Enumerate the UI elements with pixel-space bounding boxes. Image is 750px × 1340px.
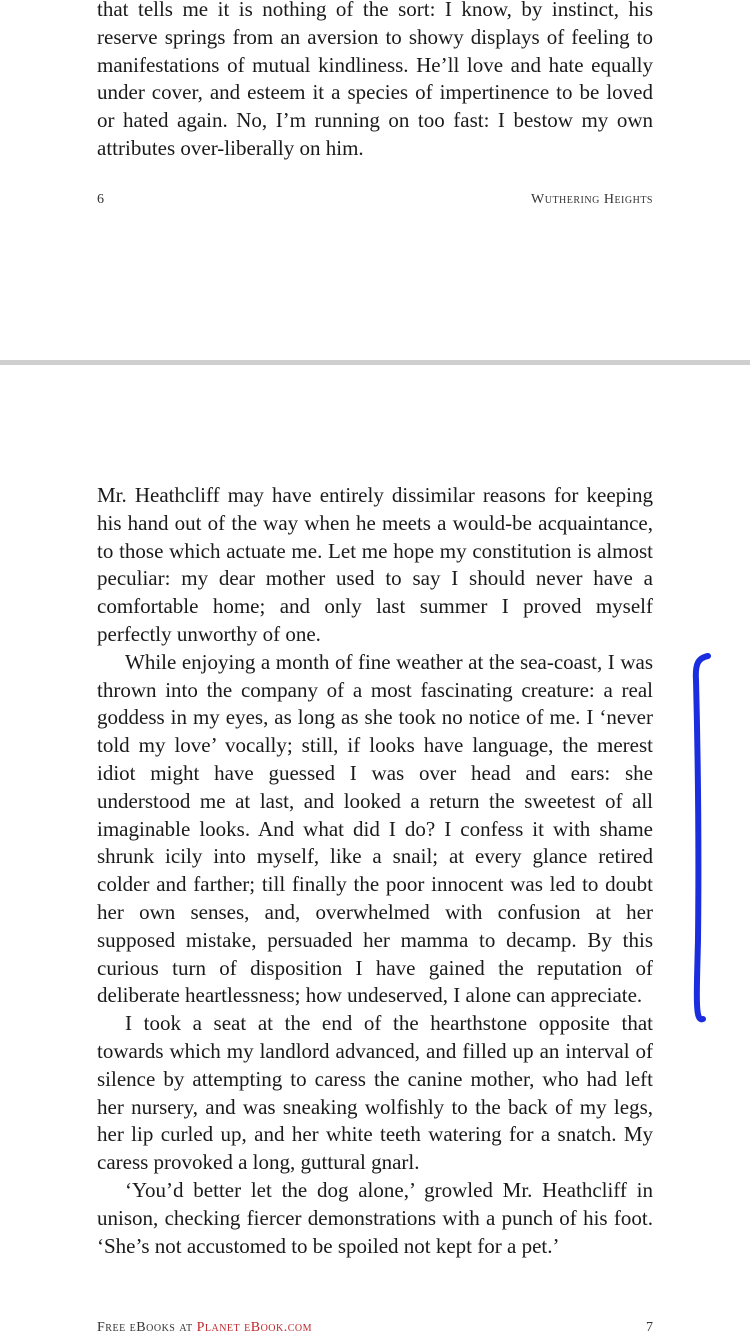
current-page bbox=[0, 365, 750, 1334]
paragraph: Mr. Heathcliff may have entirely dissimilar reasons for keeping his hand out of the way when he meets a would-be acquaintance, to those which actuate me. Let me hope my constitution is almost peculiar: my dear mother used to say I should never have a comfortable home; and only last summer I proved myself perfectly unworthy of one. bbox=[97, 483, 653, 646]
planet-ebook-link[interactable]: Planet eBook.com bbox=[196, 1320, 313, 1335]
book-title: Wuthering Heights bbox=[531, 192, 653, 207]
previous-page bbox=[0, 0, 750, 360]
paragraph: that tells me it is nothing of the sort: I know, by instinct, his reserve springs from an aversion to showy displays of feeling to manifestations of mutual kindliness. He’ll love and hate equally under cover, and esteem it a species of impertinence to be loved or hated again. No, I’m running on too fast: I bestow my own attributes over-liberally on him. bbox=[97, 0, 653, 160]
page-number: 7 bbox=[646, 1320, 653, 1335]
paragraph: ‘You’d better let the dog alone,’ growled Mr. Heathcliff in unison, checking fiercer demonstrations with a punch of his foot. ‘She’s not accustomed to be spoiled not kept for a pet.’ bbox=[97, 1177, 653, 1258]
running-head bbox=[97, 192, 653, 212]
current-page-text bbox=[97, 482, 653, 1260]
footer-prefix: Free eBooks at bbox=[97, 1320, 197, 1335]
previous-page-text bbox=[97, 0, 653, 163]
bracket-highlight-icon[interactable] bbox=[686, 650, 716, 1026]
page-footer bbox=[97, 1320, 653, 1340]
paragraph: I took a seat at the end of the hearthstone opposite that towards which my landlord advanced, and filled up an interval of silence by attempting to caress the canine mother, who had left her nursery, and was sneaking wolfishly to the back of my legs, her lip curled up, and her white teeth watering for a snatch. My caress provoked a long, guttural gnarl. bbox=[97, 1011, 653, 1175]
page-number: 6 bbox=[97, 192, 104, 207]
paragraph: While enjoying a month of fine weather at the sea-coast, I was thrown into the company of a most fascinating creature: a real goddess in my eyes, as long as she took no notice of me. I ‘never told my love’ vocally; still, if looks have language, the merest idiot might have guessed I was over head and ears: she understood me at last, and looked a return the sweetest of all imaginable looks. And what did I do? I confess it with shame shrunk icily into myself, like a snail; at every glance retired colder and farther; till finally the poor innocent was led to doubt her own senses, and, overwhelmed with confusion at her supposed mistake, persuaded her mamma to decamp. By this curious turn of disposition I have gained the reputation of deliberate heartlessness; how undeserved, I alone can appreciate. bbox=[97, 649, 653, 1008]
